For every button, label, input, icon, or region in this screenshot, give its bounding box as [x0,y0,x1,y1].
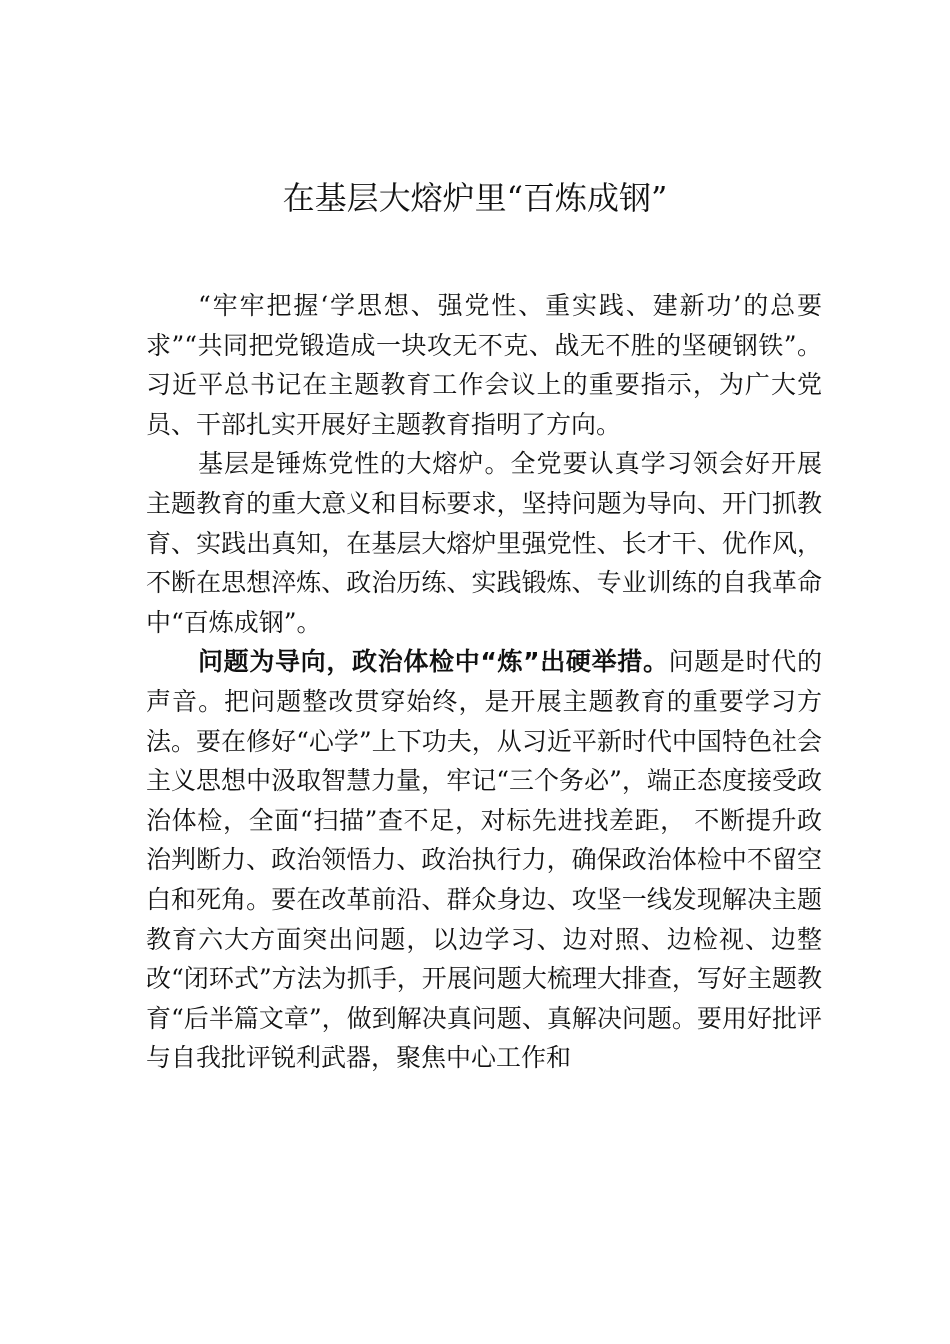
paragraph-1 [146,286,822,444]
document-title: 在基层大熔炉里“百炼成钢” [282,179,668,217]
paragraph-2-text: 基层是锤炼党性的大熔炉。全党要认真学习领会好开展主题教育的重大意义和目标要求，坚持问题为导向、开门抓教育、实践出真知，在基层大熔炉里强党性、长才干、优作风，不断在思想淬炼、政治历练、实践锻炼、专业训练的自我革命中“百炼成钢”。 [146,449,822,637]
paragraph-3-text: 问题是时代的声音。把问题整改贯穿始终，是开展主题教育的重要学习方法。要在修好“心学”上下功夫，从习近平新时代中国特色社会主义思想中汲取智慧力量，牢记“三个务必”，端正态度接受政治体检，全面“扫描”查不足，对标先进找差距， 不断提升政治判断力、政治领悟力、政治执行力，确保政治体检中不留空白和死角。要在改革前沿、群众身边、攻坚一线发现解决主题教育六大方面突出问题，以边学习、边对照、边检视、边整改“闭环式”方法为抓手，开展问题大梳理大排查，写好主题教育“后半篇文章”，做到解决真问题、真解决问题。要用好批评与自我批评锐利武器，聚焦中心工作和 [146,647,822,1073]
paragraph-2 [146,444,822,642]
paragraph-3-lead-heading: 问题为导向，政治体检中“炼”出硬举措。 [198,647,669,677]
document-body [146,286,822,1078]
paragraph-3 [146,642,822,1078]
paragraph-1-text: “牢牢把握‘学思想、强党性、重实践、建新功’的总要求”“共同把党锻造成一块攻无不克、战无不胜的坚硬钢铁”。习近平总书记在主题教育工作会议上的重要指示，为广大党员、干部扎实开展好主题教育指明了方向。 [146,291,822,439]
